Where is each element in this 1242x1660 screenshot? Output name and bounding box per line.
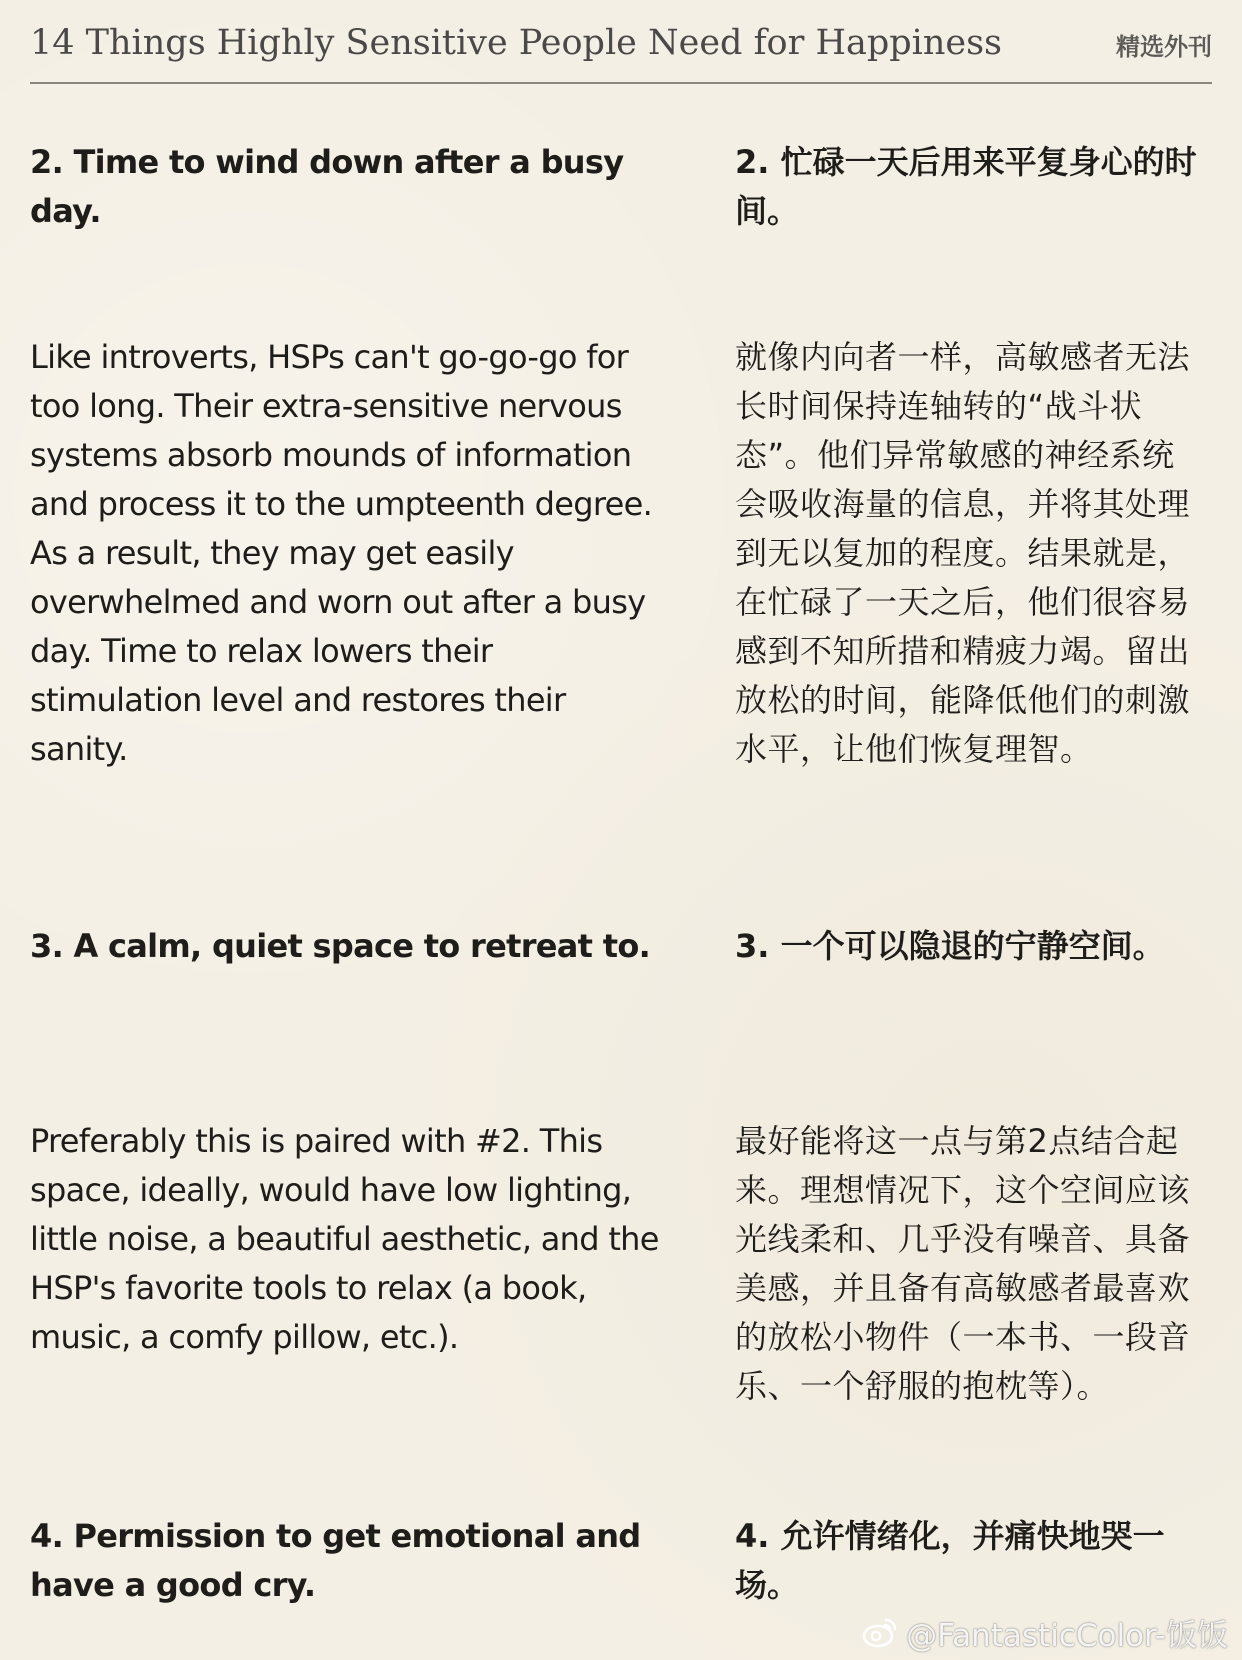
watermark — [860, 1610, 1228, 1654]
section-3-heading-zh: 3. 一个可以隐退的宁静空间。 — [735, 927, 1165, 965]
brand-label: 精选外刊 — [1116, 32, 1212, 61]
section-2-heading-en: 2. Time to wind down after a busy day. — [30, 143, 624, 230]
section-4-heading-en: 4. Permission to get emotional and have a good cry. — [30, 1517, 641, 1604]
section-4-heading-zh: 4. 允许情绪化，并痛快地哭一场。 — [735, 1517, 1165, 1604]
section-2-heading-zh: 2. 忙碌一天后用来平复身心的时间。 — [735, 143, 1197, 230]
watermark-text: @FantasticColor-饭饭 — [906, 1617, 1228, 1654]
section-3-body-zh: 最好能将这一点与第2点结合起来。理想情况下，这个空间应该光线柔和、几乎没有噪音、具备美感，并且备有高敏感者最喜欢的放松小物件（一本书、一段音乐、一个舒服的抱枕等）。 — [735, 1122, 1191, 1405]
section-2-body-zh: 就像内向者一样，高敏感者无法长时间保持连轴转的“战斗状态”。他们异常敏感的神经系统会吸收海量的信息，并将其处理到无以复加的程度。结果就是，在忙碌了一天之后，他们很容易感到不知所措和精疲力竭。留出放松的时间，能降低他们的刺激水平，让他们恢复理智。 — [735, 338, 1191, 768]
weibo-icon — [860, 1612, 900, 1652]
section-2-body-en: Like introverts, HSPs can't go-go-go for too long. Their extra-sensitive nervous systems absorb mounds of information and process it to the umpteenth degree. As a result, they may get easily overwhelmed and worn out after a busy day. Time to relax lowers their stimulation level and restores their sanity. — [30, 338, 653, 768]
page-title: 14 Things Highly Sensitive People Need for Happiness — [30, 23, 1003, 63]
section-3-heading-en: 3. A calm, quiet space to retreat to. — [30, 927, 651, 965]
section-3-body-en: Preferably this is paired with #2. This space, ideally, would have low lighting, little noise, a beautiful aesthetic, and the HSP's favorite tools to relax (a book, music, a comfy pillow, etc.). — [30, 1122, 659, 1356]
page-header — [30, 16, 1212, 84]
